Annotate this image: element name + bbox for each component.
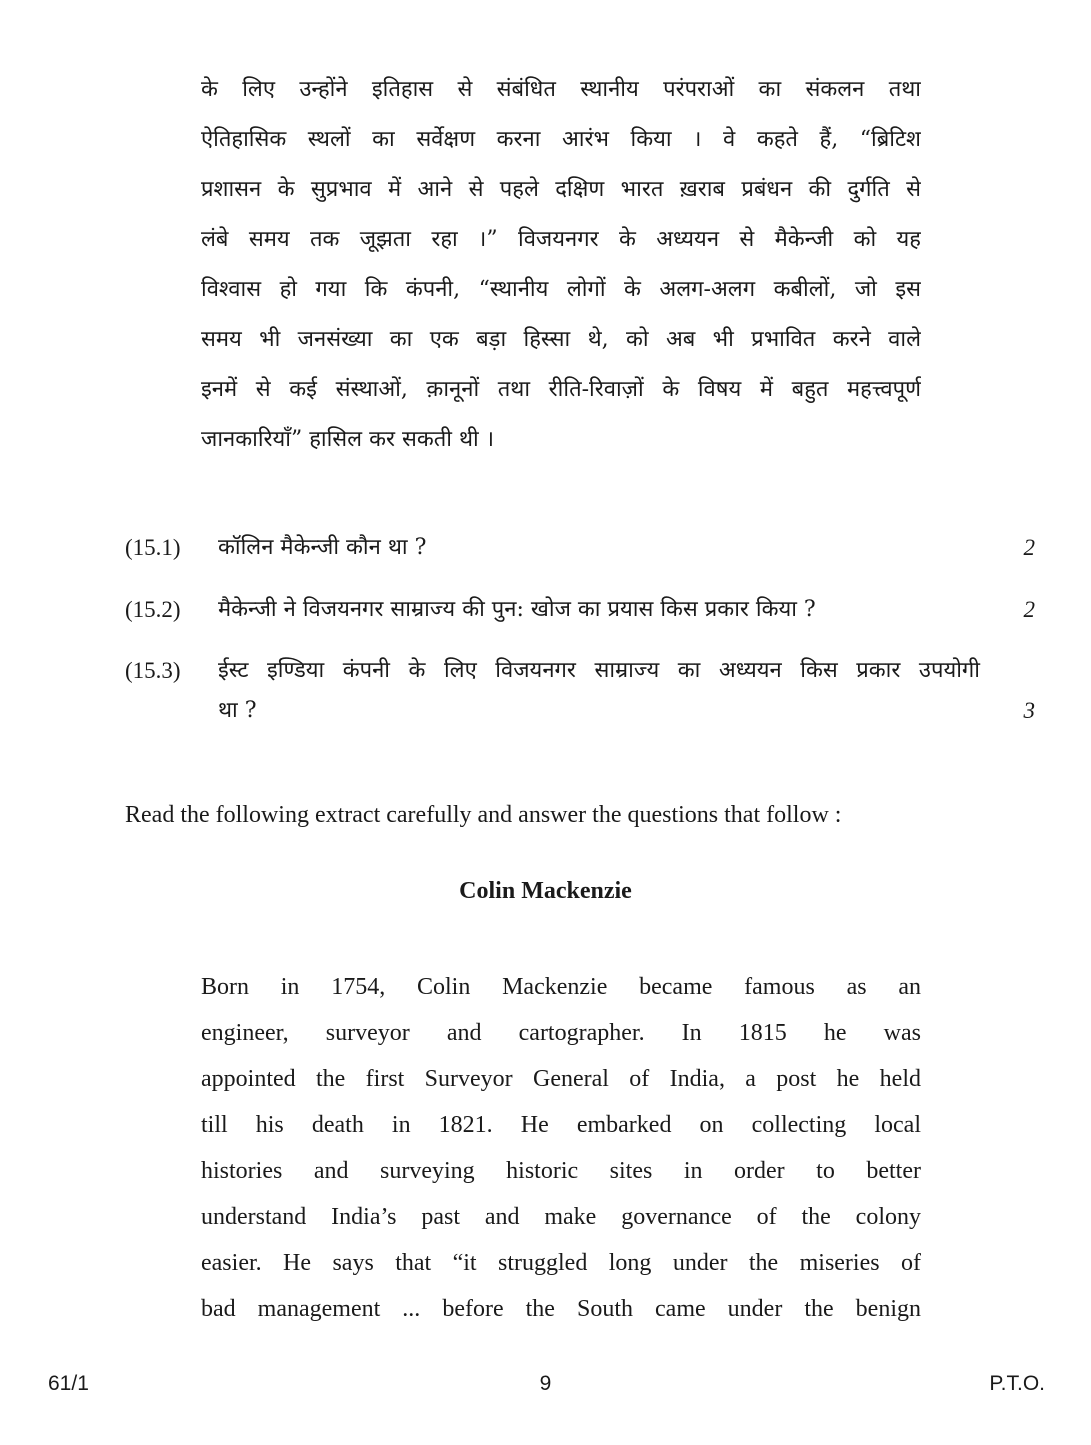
hindi-passage-line: ऐतिहासिक स्थलों का सर्वेक्षण करना आरंभ किया । वे कहते हैं, “ब्रिटिश xyxy=(201,127,921,152)
english-passage-line: easier. He says that “it struggled long under the miseries of xyxy=(201,1250,921,1276)
question-text-line: था ? xyxy=(218,698,257,723)
question-text: मैकेन्जी ने विजयनगर साम्राज्य की पुन: खोज का प्रयास किस प्रकार किया ? xyxy=(218,597,816,622)
question-number: (15.2) xyxy=(125,597,181,622)
question-text: कॉलिन मैकेन्जी कौन था ? xyxy=(218,535,427,560)
english-passage-line: Born in 1754, Colin Mackenzie became famous as an xyxy=(201,974,921,1000)
english-passage-line: bad management ... before the South came under the benign xyxy=(201,1296,921,1322)
question-marks: 2 xyxy=(1023,535,1035,560)
question-marks: 2 xyxy=(1023,597,1035,622)
question-text-line: ईस्ट इण्डिया कंपनी के लिए विजयनगर साम्राज्य का अध्ययन किस प्रकार उपयोगी xyxy=(218,658,980,683)
hindi-passage-line: जानकारियाँ” हासिल कर सकती थी । xyxy=(201,427,495,452)
paper-code: 61/1 xyxy=(48,1372,89,1395)
question-number: (15.3) xyxy=(125,658,181,683)
question-text xyxy=(218,650,980,732)
page-number: 9 xyxy=(539,1372,552,1395)
question-number: (15.1) xyxy=(125,535,181,560)
english-passage-line: engineer, surveyor and cartographer. In 1815 he was xyxy=(201,1020,921,1046)
english-passage-line: understand India’s past and make governance of the colony xyxy=(201,1204,921,1230)
extract-title: Colin Mackenzie xyxy=(459,878,632,904)
hindi-passage-line: समय भी जनसंख्या का एक बड़ा हिस्सा थे, को अब भी प्रभावित करने वाले xyxy=(201,327,921,352)
hindi-passage-line: लंबे समय तक जूझता रहा ।” विजयनगर के अध्ययन से मैकेन्जी को यह xyxy=(201,227,921,252)
question-marks: 3 xyxy=(1023,698,1035,723)
english-passage-line: appointed the first Surveyor General of India, a post he held xyxy=(201,1066,921,1092)
english-passage-line: till his death in 1821. He embarked on collecting local xyxy=(201,1112,921,1138)
extract-instruction: Read the following extract carefully and answer the questions that follow : xyxy=(125,802,842,828)
english-passage-line: histories and surveying historic sites in order to better xyxy=(201,1158,921,1184)
hindi-passage-line: प्रशासन के सुप्रभाव में आने से पहले दक्षिण भारत ख़राब प्रबंधन की दुर्गति से xyxy=(201,177,921,202)
hindi-passage-line: इनमें से कई संस्थाओं, क़ानूनों तथा रीति-रिवाज़ों के विषय में बहुत महत्त्वपूर्ण xyxy=(201,377,921,402)
hindi-passage-line: के लिए उन्होंने इतिहास से संबंधित स्थानीय परंपराओं का संकलन तथा xyxy=(201,77,921,102)
english-passage xyxy=(201,968,921,1336)
pto-label: P.T.O. xyxy=(989,1372,1045,1395)
hindi-passage-line: विश्वास हो गया कि कंपनी, “स्थानीय लोगों के अलग-अलग कबीलों, जो इस xyxy=(201,277,921,302)
hindi-passage xyxy=(201,68,921,468)
